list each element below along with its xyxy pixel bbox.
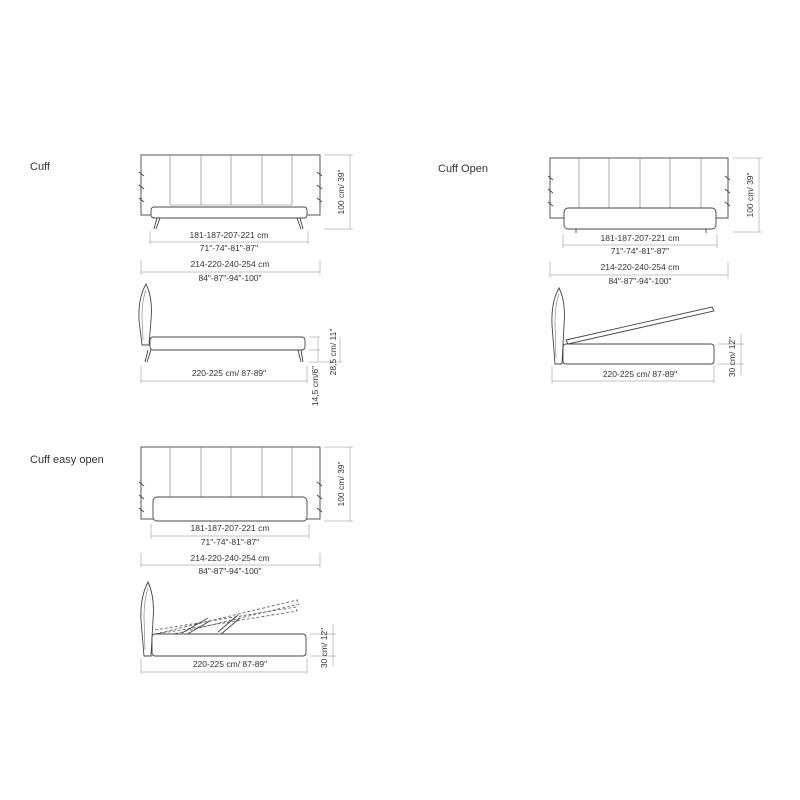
bed-frame-profile: [150, 337, 305, 350]
overall-width-in: 84"-87"-94"-100": [608, 276, 672, 286]
cuff-open-side-view: [552, 288, 744, 383]
height-label: 100 cm/ 39": [336, 461, 346, 507]
lifted-position-upper-dashed: [155, 600, 299, 638]
storage-base: [153, 497, 307, 521]
side-height-base: 14,5 cm/6": [310, 365, 320, 407]
section-title-cuff-open: Cuff Open: [438, 163, 488, 175]
side-height-frame: 28,5 cm/ 11": [328, 328, 338, 376]
side-length: 220-225 cm/ 87-89": [602, 369, 678, 379]
cuff-side-view: [139, 284, 342, 406]
bed-width-in: 71"-74"-81"-87": [199, 243, 259, 253]
cuff-easy-open-front-view: [139, 447, 353, 576]
storage-base: [563, 344, 714, 364]
overall-width-cm: 214-220-240-254 cm: [190, 553, 270, 563]
bed-width-cm: 181-187-207-221 cm: [189, 230, 269, 240]
side-height-frame: 30 cm/ 12": [727, 336, 737, 378]
overall-width-cm: 214-220-240-254 cm: [190, 259, 270, 269]
storage-base: [564, 208, 716, 229]
headboard-outline: [141, 155, 320, 215]
cuff-open-front-view: [548, 158, 762, 286]
bed-width-in: 71"-74"-81"-87": [200, 537, 260, 547]
overall-width-in: 84"-87"-94"-100": [198, 273, 262, 283]
cuff-front-view: [139, 155, 353, 283]
bed-width-in: 71"-74"-81"-87": [610, 246, 670, 256]
side-length: 220-225 cm/ 87-89": [191, 368, 267, 378]
section-title-cuff: Cuff: [30, 161, 50, 173]
bed-width-cm: 181-187-207-221 cm: [600, 233, 680, 243]
height-label: 100 cm/ 39": [745, 172, 755, 218]
bed-width-cm: 181-187-207-221 cm: [190, 523, 270, 533]
height-label: 100 cm/ 39": [336, 169, 346, 215]
side-length: 220-225 cm/ 87-89": [192, 659, 268, 669]
section-title-cuff-easy-open: Cuff easy open: [30, 454, 104, 466]
side-height-frame: 30 cm/ 12": [319, 627, 329, 669]
overall-width-in: 84"-87"-94"-100": [198, 566, 262, 576]
cuff-easy-open-side-view: [141, 582, 336, 674]
lifted-mattress-frame: [566, 307, 714, 344]
storage-base: [152, 634, 306, 656]
mattress-base: [151, 207, 307, 218]
overall-width-cm: 214-220-240-254 cm: [600, 262, 680, 272]
